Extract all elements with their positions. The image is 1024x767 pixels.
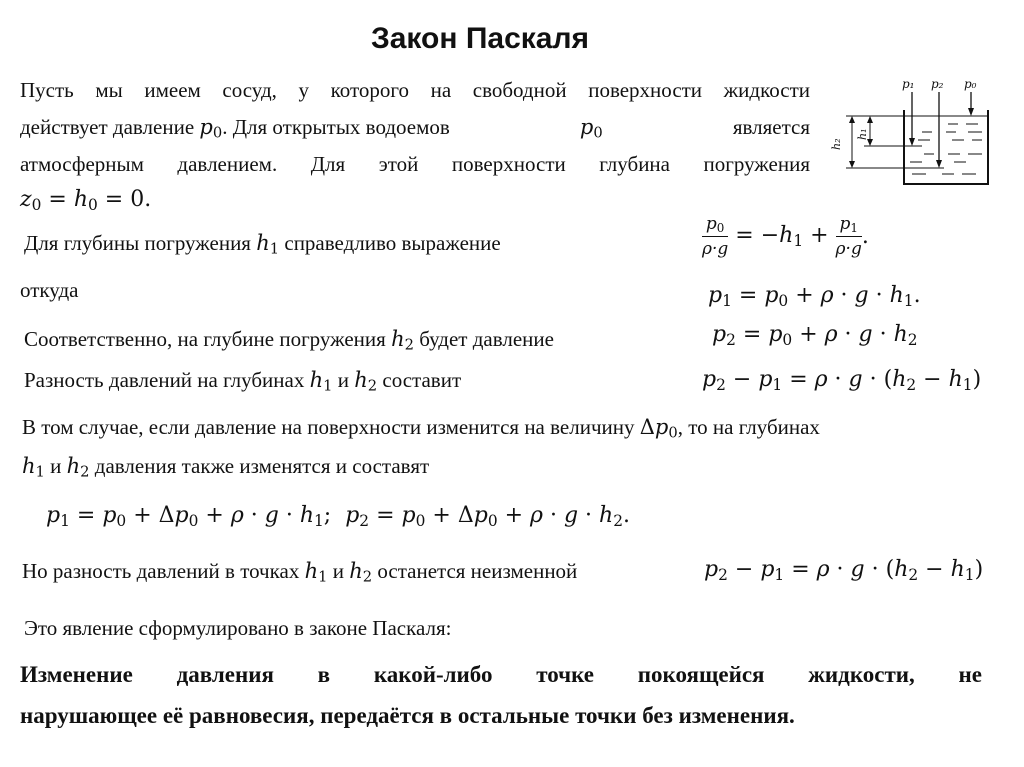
formula-h2: $h_2$ bbox=[391, 327, 414, 354]
difference-and: и bbox=[337, 368, 349, 392]
difference-text bbox=[24, 370, 461, 394]
correspondingly-text-a: Соответственно, на глубине погружения bbox=[24, 327, 386, 351]
vessel-diagram bbox=[826, 76, 996, 194]
formula-h2-d: $h_2$ bbox=[349, 559, 373, 586]
label-h2: h₂ bbox=[830, 138, 843, 150]
formula-z0-h0: $z_0 = h_0 = 0$. bbox=[20, 187, 152, 214]
formula-p2: $p_2 = p_0 + \rho \cdot g \cdot h_2$ bbox=[712, 322, 918, 349]
intro-text-a: действует давление bbox=[20, 115, 195, 139]
label-h1: h₁ bbox=[856, 128, 869, 140]
difference-text-a: Разность давлений на глубинах bbox=[24, 368, 305, 392]
remains-text bbox=[22, 561, 577, 585]
intro-line-1: Пусть мы имеем сосуд, у которого на свободной поверхности жидкости bbox=[20, 78, 810, 102]
change-text-a: В том случае, если давление на поверхности изменится на величину bbox=[22, 415, 635, 439]
whence-text: откуда bbox=[20, 278, 79, 302]
remains-text-a: Но разность давлений в точках bbox=[22, 559, 300, 583]
formula-p0-2: $p_0$ bbox=[579, 115, 603, 142]
correspondingly-text-b: будет давление bbox=[419, 327, 554, 351]
change-text-c: давления также изменятся и составят bbox=[94, 454, 430, 478]
intro-line-3: атмосферным давлением. Для этой поверхности глубина погружения bbox=[20, 152, 810, 176]
formula-h1: $h_1$ bbox=[256, 231, 280, 258]
vessel-walls bbox=[904, 110, 988, 184]
intro-line-2 bbox=[20, 117, 810, 141]
phenomenon-text: Это явление сформулировано в законе Паскаля: bbox=[24, 616, 452, 640]
formula-h2-c: $h_2$ bbox=[66, 454, 90, 481]
label-p0: p₀ bbox=[964, 77, 977, 91]
page-title: Закон Паскаля bbox=[370, 22, 590, 55]
formula-h1-b: $h_1$ bbox=[309, 368, 333, 395]
intro-text-c: является bbox=[732, 115, 810, 139]
label-p1: p₁ bbox=[902, 77, 915, 91]
change-text-1 bbox=[22, 417, 820, 441]
law-statement-line-2: нарушающее её равновесия, передаётся в остальные точки без изменения. bbox=[20, 703, 795, 728]
remains-text-b: останется неизменной bbox=[377, 559, 578, 583]
formula-p0: $p_0$ bbox=[199, 115, 223, 142]
formula-change: $p_1 = p_0 + \Delta p_0 + \rho \cdot g \cdot h_1$; $p_2 = p_0 + \Delta p_0 + \rho \cdot g \cdot h_2$. bbox=[46, 503, 630, 530]
label-p2: p₂ bbox=[931, 77, 944, 91]
change-text-b: , то на глубинах bbox=[677, 415, 820, 439]
formula-p1: $p_1 = p_0 + \rho \cdot g \cdot h_1$. bbox=[708, 283, 921, 310]
formula-h1-d: $h_1$ bbox=[304, 559, 328, 586]
correspondingly-text bbox=[24, 329, 554, 353]
remains-and: и bbox=[332, 559, 344, 583]
intro-text-b: . Для открытых водоемов bbox=[222, 115, 450, 139]
law-statement-line-1: Изменение давления в какой-либо точке покоящейся жидкости, не bbox=[20, 662, 982, 687]
depth-h1-text-b: справедливо выражение bbox=[284, 231, 501, 255]
formula-delta-p0: $\Delta p_0$ bbox=[639, 415, 678, 442]
pressure-labels bbox=[902, 77, 977, 91]
formula-h1-c: $h_1$ bbox=[22, 454, 45, 481]
formula-difference-2: $p_2 - p_1 = \rho \cdot g \cdot (h_2 - h_1)$ bbox=[704, 557, 984, 584]
difference-text-b: составит bbox=[382, 368, 462, 392]
change-text-2 bbox=[22, 456, 429, 480]
formula-h2-b: $h_2$ bbox=[354, 368, 378, 395]
depth-h1-text bbox=[24, 233, 501, 257]
change-and: и bbox=[50, 454, 62, 478]
formula-fraction: $\frac{p_0}{\rho\cdot g}$ = $-h_1$ + $\frac{p_1}{\rho\cdot g}$ . bbox=[702, 214, 869, 259]
formula-difference: $p_2 - p_1 = \rho \cdot g \cdot (h_2 - h_1)$ bbox=[702, 367, 982, 394]
depth-h1-text-a: Для глубины погружения bbox=[24, 231, 251, 255]
